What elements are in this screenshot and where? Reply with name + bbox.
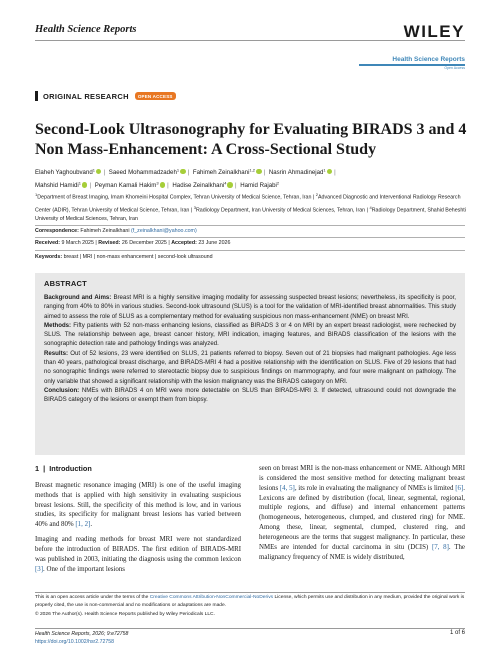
- abstract-background: Background and Aims: Breast MRI is a highly sensitive imaging modality for assessing suspected breast lesions; nevertheless, its specificity is poor, ranging from 40% to 80% in various studies. Second-look ultrasound (SLUS) is a tool for the validation of MRI-identified breast abnormalities. This study aimed to assess the role of SLUS as a complementary method for evaluating suspicious non mass-enhancement (NME) on breast MRI.: [44, 294, 456, 320]
- journal-logo[interactable]: [359, 56, 465, 70]
- journal-name: Health Science Reports: [35, 24, 137, 35]
- abstract-heading: ABSTRACT: [44, 279, 87, 288]
- author[interactable]: Peyman Kamali Hakim$^3$: [94, 180, 159, 189]
- paragraph: Imaging and reading methods for breast MRI were not standardized before the introduction of BIRADS. The first edition of BIRADS-MRI was published in 2003, initiating the diagnosis using the common lexicon [3]. One of the important lesions: [35, 536, 241, 573]
- meta-divider: [35, 237, 465, 238]
- orcid-icon[interactable]: [180, 169, 186, 175]
- author[interactable]: Fahimeh Zeinalkhani$^{1,2}$: [192, 167, 256, 176]
- meta-divider: [35, 250, 465, 251]
- body-column-right: [259, 464, 465, 567]
- article-title: Second-Look Ultrasonography for Evaluating BIRADS 3 and 4 Non Mass-Enhancement: A Cross-Sectional Study: [35, 121, 467, 158]
- footer-rule: [35, 628, 465, 629]
- abstract-methods: Methods: Fifty patients with 52 non-mass enhancing lesions, classified as BIRADS 3 or 4 on MRI by an expert breast radiologist, were rechecked by SLUS. The relationship between age, breast cancer history, MRI indication, imaging features, and BIRADS classification of the lesions with the sonographic detection rate and pathology findings was analyzed.: [44, 321, 456, 348]
- section-heading: 1 | Introduction: [35, 464, 92, 473]
- citation-link[interactable]: [1, 2]: [75, 521, 91, 529]
- orcid-icon[interactable]: [327, 169, 333, 175]
- citation-link[interactable]: [3]: [35, 565, 44, 573]
- correspondence: Correspondence: Fahimeh Zeinalkhani (f_zeinalkhani@yahoo.com): [35, 228, 197, 234]
- keywords: Keywords: breast | MRI | non-mass enhancement | second-look ultrasound: [35, 254, 213, 260]
- author[interactable]: Nasrin Ahmadinejad$^1$: [268, 167, 326, 176]
- abstract-conclusion: Conclusion: NMEs with BIRADS 4 on MRI were more detectable on SLUS than BIRADS-MRI 3. If detected, ultrasound could not downgrade the BIRADS category of the lesions or exempt them from biopsy.: [44, 386, 456, 404]
- article-dates: Received: 9 March 2025 | Revised: 26 December 2025 | Accepted: 23 June 2026: [35, 240, 231, 246]
- author[interactable]: Saeed Mohammadzadeh$^1$: [108, 167, 180, 176]
- orcid-icon[interactable]: [227, 182, 233, 188]
- journal-logo-sub: Open Access: [444, 66, 465, 70]
- author[interactable]: Mahshid Hamidi$^1$: [35, 180, 81, 189]
- author[interactable]: Hamid Rajabi$^2$: [240, 180, 280, 189]
- article-type-label: ORIGINAL RESEARCH: [43, 91, 129, 101]
- body-column-left: [35, 464, 241, 579]
- journal-logo-title: Health Science Reports: [392, 56, 465, 63]
- citation-link[interactable]: [4, 5]: [279, 484, 295, 492]
- doi-link[interactable]: https://doi.org/10.1002/hsr2.72758: [35, 639, 115, 645]
- correspondence-email[interactable]: (f_zeinalkhani@yahoo.com): [131, 228, 197, 234]
- meta-divider: [35, 225, 465, 226]
- top-rule: [35, 40, 465, 41]
- article-type: [35, 91, 176, 101]
- citation-link[interactable]: [7, 8]: [431, 543, 449, 551]
- orcid-icon[interactable]: [160, 182, 166, 188]
- publisher-logo[interactable]: WILEY: [403, 22, 465, 41]
- article-type-bar: [35, 91, 38, 101]
- orcid-icon[interactable]: [96, 169, 102, 175]
- author[interactable]: Elaheh Yaghoubvand$^1$: [35, 167, 95, 176]
- author[interactable]: Hadise Zeinalkhani$^4$: [172, 180, 227, 189]
- affiliations: $^1$Department of Breast Imaging, Imam Khomeini Hospital Complex, Tehran University of Medical Science, Tehran, Iran | $^2$Advanced Diagnostic and Interventional Radiology Research Center (ADIR), Tehran University of Medical Science, Tehran, Iran | $^3$Radiology Department, Iran University of Medical Sciences, Tehran, Iran | $^4$Radiology Department, Shahid Beheshti University of Medical Sciences, Tehran, Iran: [35, 192, 466, 222]
- paragraph: seen on breast MRI is the non-mass enhancement or NME. Although MRI is considered the most sensitive method for detecting malignant breast lesions [4, 5], its role in evaluating the malignancy of NMEs is limited [6]. Lexicons are defined by distribution (focal, linear, segmental, regional, multiple regions, and diffuse) and internal enhancement patterns (homogeneous, heterogeneous, clumped, and clustered ring) for NME. Among these, linear, segmental, clumped, clustered ring, and heterogeneous are the terms that suggest malignancy. In particular, these NMEs are intended for ductal carcinoma in situ (DCIS) [7, 8]. The malignancy frequency of NME is widely distributed,: [259, 465, 465, 561]
- citation-link[interactable]: [6]: [455, 484, 464, 492]
- orcid-icon[interactable]: [82, 182, 88, 188]
- footer-rule: [35, 592, 465, 593]
- orcid-icon[interactable]: [256, 169, 262, 175]
- license-link[interactable]: Creative Commons Attribution-NonCommercial-NoDerivs: [149, 595, 274, 600]
- copyright: © 2026 The Author(s). Health Science Reports published by Wiley Periodicals LLC.: [35, 611, 215, 617]
- abstract-box: [35, 273, 465, 455]
- author-list: Elaheh Yaghoubvand$^1$ | Saeed Mohammadzadeh$^1$ | Fahimeh Zeinalkhani$^{1,2}$ | Nasrin Ahmadinejad$^1$ | Mahshid Hamidi$^1$ | Peyman Kamali Hakim$^3$ | Hadise Zeinalkhani$^4$ | Hamid Rajabi$^2$: [35, 167, 336, 189]
- footer-citation: Health Science Reports, 2026; 9:e72758 https://doi.org/10.1002/hsr2.72758: [35, 630, 465, 646]
- license-note: This is an open access article under the terms of the Creative Commons Attribution-NonCommercial-NoDerivs License, which permits use and distribution in any medium, provided the original work is properly cited, the use is non-commercial and no modifications or adaptations are made. © 2026 The Author(s). Health Science Reports published by Wiley Periodicals LLC.: [35, 594, 465, 619]
- page-number: 1 of 6: [449, 630, 465, 636]
- open-access-badge: OPEN ACCESS: [135, 92, 176, 100]
- paragraph: Breast magnetic resonance imaging (MRI) is one of the useful imaging methods that is applied with high sensitivity in evaluating suspicious breast lesions. Still, the specificity of this method is low, and in various studies, its specificity for malignant breast lesions has varied between 40% and 80% [1, 2].: [35, 481, 241, 529]
- abstract-results: Results: Out of 52 lesions, 23 were identified on SLUS, 21 patients referred to biopsy. Seven out of 21 biopsies had malignant pathologies. Age less than 40 years, pathological breast discharge, and BIRADS-MRI 4 had a positive relationship with the identification on SLUS. Five of 29 lesions that had no sonographic findings were referred to stereotactic biopsy due to suspicious findings on mammography, and four were malignant on pathology. The only variable that showed a significant relationship with the lesion malignancy was the BIRADS category on MRI.: [44, 349, 456, 385]
